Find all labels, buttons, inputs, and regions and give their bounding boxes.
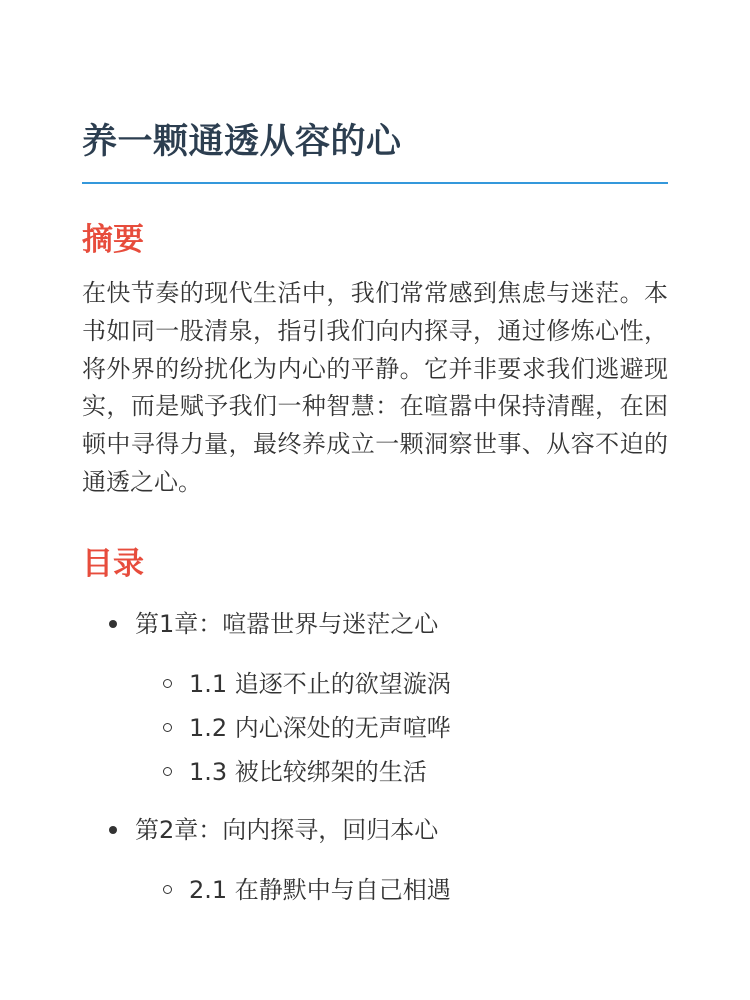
- toc-chapter-label: 第2章：向内探寻，回归本心: [135, 815, 439, 844]
- title-divider: [82, 182, 668, 184]
- toc-chapter-row: [82, 812, 668, 848]
- toc-chapter-label: 第1章：喧嚣世界与迷茫之心: [135, 609, 439, 638]
- toc-section-label: 2.1 在静默中与自己相遇: [189, 875, 451, 904]
- toc-chapter-2: [82, 812, 668, 912]
- toc-section-label: 1.3 被比较绑架的生活: [189, 757, 427, 786]
- bullet-disc-icon: [109, 826, 117, 834]
- toc-section-2-1: [82, 868, 668, 912]
- toc-section-label: 1.2 内心深处的无声喧哗: [189, 713, 451, 742]
- table-of-contents: [82, 606, 668, 912]
- document-page: [82, 118, 668, 912]
- toc-chapter-1-sections: [82, 662, 668, 794]
- bullet-disc-icon: [109, 620, 117, 628]
- toc-heading: 目录: [82, 545, 144, 582]
- bullet-circle-icon: [163, 679, 172, 688]
- abstract-heading: 摘要: [82, 222, 144, 258]
- toc-chapter-2-sections: [82, 868, 668, 912]
- toc-section-1-2: [82, 706, 668, 750]
- bullet-circle-icon: [163, 723, 172, 732]
- page-title: 养一颗通透从容的心: [82, 122, 402, 162]
- abstract-text: 在快节奏的现代生活中，我们常常感到焦虑与迷茫。本书如同一股清泉，指引我们向内探寻，通过修炼心性，将外界的纷扰化为内心的平静。它并非要求我们逃避现实，而是赋予我们一种智慧：在喧嚣中保持清醒，在困顿中寻得力量，最终养成立一颗洞察世事、从容不迫的通透之心。: [82, 279, 668, 496]
- toc-section-1-3: [82, 750, 668, 794]
- toc-chapter-row: [82, 606, 668, 642]
- toc-section-1-1: [82, 662, 668, 706]
- toc-chapter-1: [82, 606, 668, 794]
- bullet-circle-icon: [163, 767, 172, 776]
- toc-section-label: 1.1 追逐不止的欲望漩涡: [189, 669, 451, 698]
- bullet-circle-icon: [163, 885, 172, 894]
